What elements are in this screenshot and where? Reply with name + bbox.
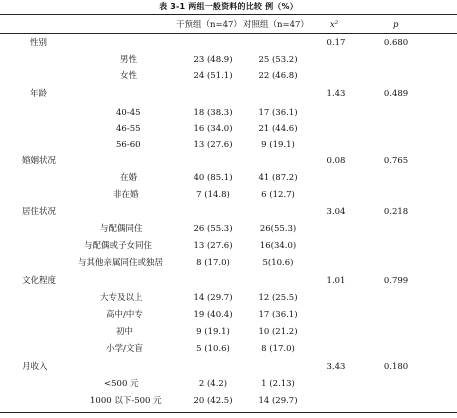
category-label: 1000 以下-500 元 — [90, 396, 162, 406]
intervention-value: 23 (48.9) — [193, 55, 233, 65]
control-value: 25 (53.2) — [258, 55, 298, 65]
chi-square-value: 0.17 — [326, 38, 346, 48]
category-label: 与配偶同住 — [100, 224, 143, 234]
chi-square-value: 3.43 — [326, 362, 346, 372]
chi-square-value: 1.01 — [326, 276, 346, 286]
p-value: 0.489 — [383, 89, 409, 99]
control-value: 10 (21.2) — [258, 327, 298, 337]
header-intervention: 干预组（n=47） — [176, 20, 242, 30]
p-value: 0.180 — [383, 362, 409, 372]
control-value: 14 (29.7) — [258, 396, 298, 406]
intervention-value: 18 (38.3) — [193, 108, 233, 118]
bottom-rule — [0, 412, 457, 413]
chi-square-value: 3.04 — [326, 207, 346, 217]
p-value: 0.680 — [383, 38, 409, 48]
intervention-value: 26 (55.3) — [193, 224, 233, 234]
category-label: 与配偶或子女同住 — [84, 241, 153, 251]
control-value: 1 (2.13) — [261, 379, 295, 389]
intervention-value: 9 (19.1) — [196, 327, 230, 337]
category-label: 46-55 — [116, 124, 141, 134]
intervention-value: 16 (34.0) — [193, 124, 233, 134]
intervention-value: 13 (27.6) — [193, 140, 233, 150]
category-label: 小学/文盲 — [106, 344, 143, 354]
control-value: 17 (36.1) — [258, 108, 298, 118]
chi-square-value: 1.43 — [326, 89, 346, 99]
category-label: <500 元 — [104, 379, 139, 389]
control-value: 6 (12.7) — [261, 190, 295, 200]
header-rule — [0, 33, 457, 34]
table-caption: 表 3-1 两组一般资料的比较 例（%） — [159, 2, 298, 11]
p-value: 0.799 — [383, 276, 409, 286]
control-value: 22 (46.8) — [258, 71, 298, 81]
group-label: 性别 — [30, 38, 48, 48]
intervention-value: 20 (42.5) — [193, 396, 233, 406]
chi-square-value: 0.08 — [326, 156, 346, 166]
control-value: 8 (17.0) — [261, 344, 295, 354]
intervention-value: 40 (85.1) — [193, 173, 233, 183]
intervention-value: 2 (4.2) — [198, 379, 228, 389]
group-label: 文化程度 — [22, 276, 57, 286]
group-label: 居住状况 — [22, 207, 57, 217]
category-label: 非在婚 — [113, 190, 139, 200]
group-label: 婚姻状况 — [22, 156, 57, 166]
control-value: 21 (44.6) — [258, 124, 298, 134]
control-value: 5(10.6) — [262, 258, 294, 268]
category-label: 男性 — [120, 55, 138, 65]
category-label: 初中 — [116, 327, 134, 337]
p-value: 0.765 — [383, 156, 409, 166]
header-chi-square: x² — [330, 20, 339, 30]
p-value: 0.218 — [383, 207, 409, 217]
header-p: p — [393, 20, 399, 30]
control-value: 12 (25.5) — [258, 293, 298, 303]
category-label: 56-60 — [116, 140, 141, 150]
top-rule — [0, 14, 457, 15]
category-label: 与其他亲属同住或独居 — [78, 258, 164, 268]
control-value: 26(55.3) — [259, 224, 297, 234]
intervention-value: 14 (29.7) — [193, 293, 233, 303]
category-label: 在婚 — [120, 173, 138, 183]
group-label: 年龄 — [30, 89, 48, 99]
category-label: 高中/中专 — [106, 310, 143, 320]
intervention-value: 13 (27.6) — [193, 241, 233, 251]
control-value: 41 (87.2) — [258, 173, 298, 183]
intervention-value: 7 (14.8) — [196, 190, 230, 200]
control-value: 16(34.0) — [259, 241, 297, 251]
intervention-value: 8 (17.0) — [196, 258, 230, 268]
category-label: 40-45 — [116, 108, 141, 118]
intervention-value: 24 (51.1) — [193, 71, 233, 81]
header-control: 对照组（n=47） — [243, 20, 309, 30]
control-value: 17 (36.1) — [258, 310, 298, 320]
intervention-value: 5 (10.6) — [196, 344, 230, 354]
intervention-value: 19 (40.4) — [193, 310, 233, 320]
category-label: 大专及以上 — [100, 293, 143, 303]
category-label: 女性 — [120, 71, 138, 81]
control-value: 9 (19.1) — [261, 140, 295, 150]
group-label: 月收入 — [22, 362, 48, 372]
